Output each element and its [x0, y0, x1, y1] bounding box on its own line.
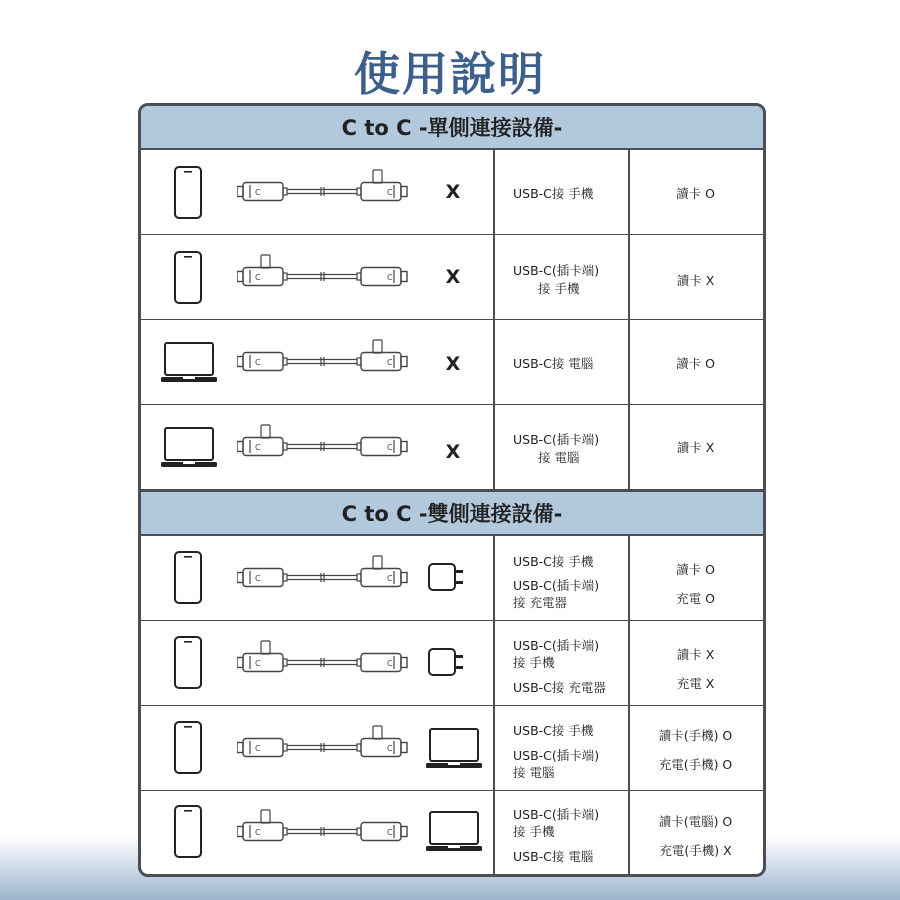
phone-icon — [174, 551, 204, 605]
desc-line: 接 手機 — [538, 281, 580, 296]
cable-icon — [237, 423, 409, 463]
sd-card-icon — [261, 425, 270, 438]
table-row — [141, 235, 763, 320]
sd-card-icon — [373, 340, 382, 353]
sd-card-icon — [373, 556, 382, 569]
sd-card-icon — [261, 641, 270, 654]
desc-line: USB-C(插卡端) — [513, 748, 600, 763]
cable-icon — [237, 724, 409, 764]
result-line: 讀卡 X — [676, 440, 715, 455]
desc-line: USB-C(插卡端) — [513, 578, 600, 593]
laptop-icon — [161, 342, 219, 384]
result-line: 讀卡(電腦) O — [658, 814, 733, 829]
desc-line: 接 手機 — [513, 655, 555, 670]
cable-icon — [237, 253, 409, 293]
cable-icon — [237, 168, 409, 208]
phone-icon — [174, 636, 204, 690]
x-mark: X — [445, 266, 461, 288]
table-row — [141, 320, 763, 405]
connector-letter: C — [387, 744, 393, 753]
charger-icon — [428, 563, 466, 593]
laptop-icon — [426, 728, 484, 770]
connector-letter: C — [255, 273, 261, 282]
connector-letter: C — [387, 273, 393, 282]
result-line: 讀卡 X — [676, 647, 715, 662]
connector-letter: C — [387, 659, 393, 668]
table-row — [141, 536, 763, 621]
desc-line: USB-C接 電腦 — [513, 849, 594, 864]
usage-table — [138, 103, 766, 877]
desc-line: USB-C(插卡端) — [513, 638, 600, 653]
desc-line: USB-C接 手機 — [513, 723, 594, 738]
connector-letter: C — [255, 828, 261, 837]
desc-line: 接 手機 — [513, 824, 555, 839]
phone-icon — [174, 166, 204, 220]
result-line: 讀卡 O — [676, 186, 715, 201]
result-line: 充電 O — [676, 591, 715, 606]
desc-line: USB-C接 手機 — [513, 186, 594, 201]
result-line: 充電(手機) O — [658, 757, 733, 772]
connector-letter: C — [255, 659, 261, 668]
desc-line: USB-C接 電腦 — [513, 356, 594, 371]
laptop-icon — [426, 811, 484, 853]
result-line: 充電 X — [676, 676, 715, 691]
result-line: 讀卡 O — [676, 562, 715, 577]
connector-letter: C — [387, 188, 393, 197]
desc-line: 接 充電器 — [513, 595, 567, 610]
desc-line: USB-C(插卡端) — [513, 807, 600, 822]
sd-card-icon — [373, 170, 382, 183]
table-row — [141, 621, 763, 706]
connector-letter: C — [387, 828, 393, 837]
cable-icon — [237, 808, 409, 848]
section-header-single: C to C -單側連接設備- — [141, 106, 763, 150]
sd-card-icon — [261, 810, 270, 823]
cable-icon — [237, 639, 409, 679]
desc-line: 接 電腦 — [513, 765, 555, 780]
cable-icon — [237, 338, 409, 378]
sd-card-icon — [261, 255, 270, 268]
connector-letter: C — [387, 443, 393, 452]
connector-letter: C — [255, 188, 261, 197]
cable-icon — [237, 554, 409, 594]
x-mark: X — [445, 441, 461, 463]
table-row — [141, 405, 763, 490]
x-mark: X — [445, 353, 461, 375]
phone-icon — [174, 251, 204, 305]
connector-letter: C — [255, 443, 261, 452]
connector-letter: C — [255, 358, 261, 367]
result-line: 讀卡 X — [676, 273, 715, 288]
result-line: 充電(手機) X — [659, 843, 732, 858]
charger-icon — [428, 648, 466, 678]
result-line: 讀卡(手機) O — [658, 728, 733, 743]
laptop-icon — [161, 427, 219, 469]
desc-line: USB-C接 充電器 — [513, 680, 606, 695]
phone-icon — [174, 721, 204, 775]
table-row — [141, 706, 763, 791]
x-mark: X — [445, 181, 461, 203]
connector-letter: C — [255, 574, 261, 583]
desc-line: USB-C(插卡端) — [513, 432, 600, 447]
connector-letter: C — [387, 574, 393, 583]
connector-letter: C — [255, 744, 261, 753]
desc-line: 接 電腦 — [538, 450, 580, 465]
table-row — [141, 791, 763, 874]
page-title: 使用說明 — [354, 47, 546, 101]
section-header-double: C to C -雙側連接設備- — [141, 490, 763, 536]
desc-line: USB-C接 手機 — [513, 554, 594, 569]
phone-icon — [174, 805, 204, 859]
result-line: 讀卡 O — [676, 356, 715, 371]
desc-line: USB-C(插卡端) — [513, 263, 600, 278]
sd-card-icon — [373, 726, 382, 739]
table-row — [141, 150, 763, 235]
connector-letter: C — [387, 358, 393, 367]
